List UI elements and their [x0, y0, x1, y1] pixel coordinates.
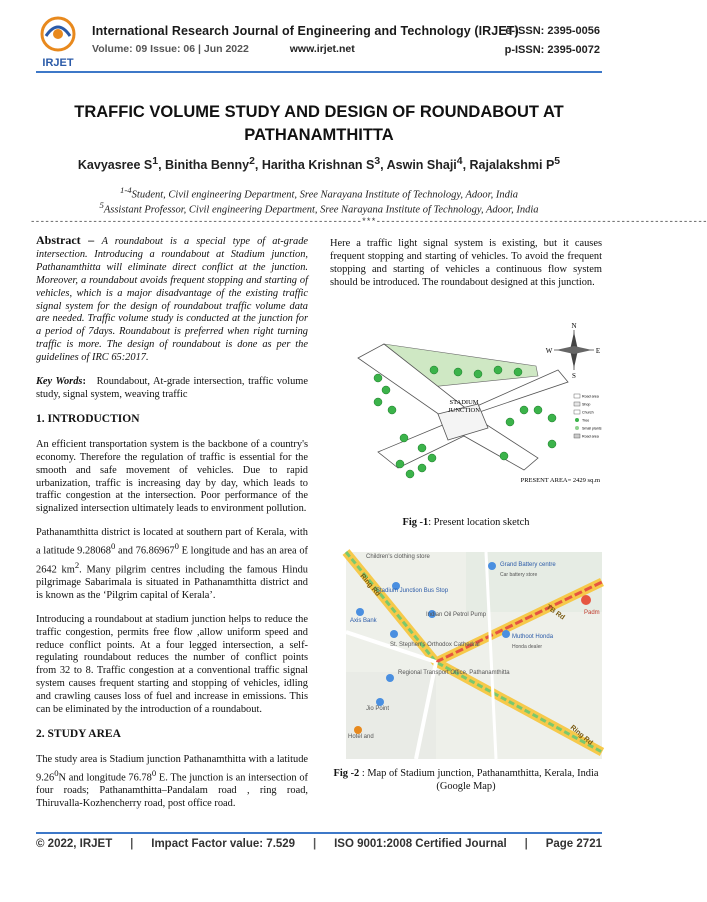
- volume-info: Volume: 09 Issue: 06 | Jun 2022: [92, 43, 249, 55]
- text-run: E. The junction is an intersection of four roads; Pathanamthitta–Pandalam road , ring road, Thiruvalla-Kozhencherry road, post office road.: [36, 772, 308, 810]
- text-run: . Many pilgrim centres including the famous Hindu pilgrimage Sabarimala is situated in Pathanamthitta district and is known as the ‘Pilgrim capital of Kerala’.: [36, 563, 308, 601]
- section-separator: ---------------------------------------------------------------------***---------------------------------------------------------------------: [30, 217, 707, 227]
- tree-icon: [400, 434, 408, 442]
- left-column: [36, 234, 308, 822]
- study-area-paragraph-1: [36, 754, 308, 811]
- legend-item: Small plants: [582, 426, 602, 431]
- caption-text: : Present location sketch: [428, 517, 530, 528]
- author-sup: 3: [374, 156, 381, 167]
- map-label: Padm: [584, 610, 600, 616]
- abstract-label: Abstract: [36, 233, 81, 247]
- road-label: Ring Rd: [358, 572, 382, 598]
- text-run: and 76.86967: [115, 545, 175, 557]
- section-heading-introduction: 1. INTRODUCTION: [36, 412, 140, 425]
- journal-website-link[interactable]: www.irjet.net: [289, 43, 355, 55]
- footer-iso: ISO 9001:2008 Certified Journal: [334, 838, 507, 850]
- text-run: Pathanamthitta district is located at southern part of Kerala, with a latitude 9.28068: [36, 527, 308, 557]
- map-label: Indian Oil Petrol Pump: [426, 612, 487, 618]
- author-sup: 2: [249, 156, 255, 167]
- road-label: Ring Rd: [568, 724, 594, 747]
- affiliation-sup: 1-4: [120, 185, 132, 195]
- legend-item: Church: [582, 410, 594, 415]
- logo-text: IRJET: [42, 57, 74, 69]
- map-pin-icon: [488, 562, 496, 570]
- compass-w: W: [545, 347, 553, 355]
- map-pin-icon: [376, 698, 384, 706]
- figure-1-caption: [330, 517, 602, 528]
- google-map-figure: [346, 552, 602, 759]
- text-run: N and longitude 76.78: [58, 772, 152, 784]
- map-label: Children's clothing store: [366, 554, 430, 560]
- abstract-dash: –: [80, 233, 102, 247]
- author-sup: 5: [554, 156, 561, 167]
- degree-sup: 0: [174, 541, 179, 552]
- affiliation-text: Assistant Professor, Civil engineering Department, Sree Narayana Institute of Technology, Adoor, India: [103, 204, 539, 216]
- section-heading-study-area: 2. STUDY AREA: [36, 727, 121, 740]
- tree-icon: [454, 368, 462, 376]
- tree-icon: [418, 444, 426, 452]
- keywords: Key Words: Roundabout, At-grade intersection, traffic volume study, signal system, weaving traffic: [36, 376, 308, 400]
- affiliation-professor: [36, 200, 602, 216]
- footer-separator: |: [312, 838, 317, 850]
- tree-icon: [396, 460, 404, 468]
- map-label: Stadium Junction Bus Stop: [376, 588, 449, 594]
- intro-paragraph-1: An efficient transportation system is the backbone of a country's economy. Therefore the regulation of traffic is essential for the smooth and safe movement of vehicles. Due to rapid urbanization, traffic is increasing day by day, which leads to traffic congestion at the intersection. Poor performance of the signalized intersection ultimately leads to environment pollution.: [36, 438, 308, 515]
- footer-impact-factor: Impact Factor value: 7.529: [151, 838, 296, 850]
- map-pin-icon: [354, 726, 362, 734]
- map-label: St. Stephen's Orthodox Cathedral: [390, 642, 480, 648]
- author-sup: 1: [152, 156, 159, 167]
- tree-icon: [474, 370, 482, 378]
- irjet-logo-icon: [36, 14, 80, 70]
- compass-icon: [546, 322, 600, 380]
- intro-paragraph-2: [36, 527, 308, 602]
- compass-n: N: [571, 322, 577, 330]
- text-run: The study area is Stadium junction Pathanamthitta with a latitude 9.26: [36, 753, 308, 784]
- caption-label: Fig -2: [333, 768, 360, 779]
- journal-meta: [92, 43, 365, 55]
- author-name: Aswin Shaji: [386, 158, 457, 173]
- keywords-label: Key Words: [36, 376, 83, 388]
- tree-icon: [520, 406, 528, 414]
- tree-icon: [548, 414, 556, 422]
- footer-copyright: © 2022, IRJET: [36, 838, 113, 850]
- map-label: Regional Transport Office, Pathanamthitta: [398, 670, 510, 676]
- author-name: Haritha Krishnan S: [261, 158, 375, 173]
- figure-2-caption: [330, 767, 602, 793]
- caption-label: Fig -1: [402, 517, 429, 528]
- compass-e: E: [595, 347, 601, 355]
- affiliation-sup: 5: [99, 200, 104, 210]
- footer-divider: [36, 832, 602, 834]
- map-label: Car battery store: [500, 572, 538, 578]
- tree-icon: [534, 406, 542, 414]
- tree-icon: [406, 470, 414, 478]
- author-name: Binitha Benny: [165, 158, 250, 173]
- caption-text: : Map of Stadium junction, Pathanamthitta, Kerala, India (Google Map): [359, 768, 599, 792]
- tree-icon: [418, 464, 426, 472]
- tree-icon: [374, 374, 382, 382]
- abstract-text: A roundabout is a special type of at-grade intersection. Introducing a roundabout at Stadium junction, Pathanamthitta will eliminate direct conflict at the junction. Moreover, a roundabout avoids frequent stopping and starting of vehicles, which is a major disadvantage of the existing traffic signal system for the design of roundabout traffic volume data are needed. Traffic volume study is conducted at the junction for a period of 7days. Roundabout is preferred when right turning traffic is more. The design of roundabout is done as per the guidelines of IRC 65:2017.: [36, 236, 309, 364]
- e-issn: e-ISSN: 2395-0056: [505, 25, 600, 37]
- degree-sup: 0: [54, 767, 59, 778]
- author-sup: 4: [456, 156, 463, 167]
- map-label: Honda dealer: [512, 644, 543, 650]
- header-divider: [36, 71, 602, 73]
- map-pin-icon: [356, 608, 364, 616]
- tree-icon: [388, 406, 396, 414]
- legend-item: Tree: [582, 418, 590, 423]
- present-area-label: PRESENT AREA= 2429 sq.m: [520, 477, 600, 484]
- junction-label-1: STADIUM: [449, 399, 479, 406]
- footer-separator: |: [524, 838, 528, 850]
- footer-page-number: Page 2721: [545, 838, 602, 850]
- degree-sup: 0: [151, 767, 157, 778]
- page-header: [0, 0, 638, 80]
- location-sketch-figure: [338, 318, 602, 508]
- paper-title: TRAFFIC VOLUME STUDY AND DESIGN OF ROUNDABOUT AT PATHANAMTHITTA: [74, 103, 564, 144]
- map-label: Jio Point: [366, 706, 390, 712]
- abstract: [36, 234, 308, 365]
- map-block: [346, 672, 436, 759]
- map-pin-icon: [581, 595, 591, 605]
- tree-icon: [514, 368, 522, 376]
- map-label: Grand Battery centre: [500, 562, 556, 568]
- road-label: TB Rd: [544, 603, 566, 622]
- journal-title: International Research Journal of Engineering and Technology (IRJET): [92, 24, 519, 38]
- map-label: Hotel and: [348, 734, 374, 740]
- legend-item: Shop: [582, 402, 591, 407]
- page-footer: [36, 838, 602, 850]
- text-run: E longitude and has an area of 2642 km: [36, 545, 308, 575]
- compass-s: S: [572, 372, 576, 380]
- p-issn: p-ISSN: 2395-0072: [504, 44, 600, 56]
- legend-item: Road area: [582, 434, 599, 439]
- tree-icon: [506, 418, 514, 426]
- tree-icon: [430, 366, 438, 374]
- map-label: Axis Bank: [350, 618, 377, 624]
- map-label: Muthoot Honda: [512, 634, 554, 640]
- figure-legend: [574, 394, 602, 439]
- area-sup: 2: [74, 559, 80, 570]
- tree-icon: [500, 452, 508, 460]
- footer-separator: |: [130, 838, 134, 850]
- tree-icon: [428, 454, 436, 462]
- tree-icon: [548, 440, 556, 448]
- right-column: [330, 238, 602, 301]
- study-area-paragraph-2: Here a traffic light signal system is existing, but it causes frequent stopping and starting of vehicles. To avoid the frequent stopping and starting of vehicles a continuous flow system should be introduced. The roundabout designed at this junction.: [330, 238, 602, 288]
- tree-icon: [494, 366, 502, 374]
- degree-sup: 0: [110, 541, 116, 552]
- affiliation-students: [36, 185, 602, 201]
- keywords-text: Roundabout, At-grade intersection, traffic volume study, signal system, weaving traffic: [36, 376, 308, 400]
- junction-label-2: JUNCTION: [448, 407, 480, 414]
- map-pin-icon: [386, 674, 394, 682]
- legend-item: Road area: [582, 394, 599, 399]
- author-name: Rajalakshmi P: [469, 158, 555, 173]
- author-list: Kavyasree $S^1$, Binitha Benny$^2$, Haritha Krishnan $S^3$, Aswin Shaji$^4$, Rajalakshmi $P^5$: [77, 156, 561, 173]
- author-name: Kavyasree S: [77, 158, 153, 173]
- map-pin-icon: [502, 630, 510, 638]
- affiliation-text: Student, Civil engineering Department, Sree Narayana Institute of Technology, Adoor, India: [131, 189, 518, 201]
- tree-icon: [382, 386, 390, 394]
- map-pin-icon: [390, 630, 398, 638]
- intro-paragraph-3: Introducing a roundabout at stadium junction helps to reduce the traffic congestion, permits free flow ,allow uniform speed and reduce conflict points. At a four legged intersection, a self-regulating roundabout reduces the number of conflict points from 32 to 8. Traffic congestion at a conventional traffic signal system causes frequent starting and stopping of vehicles, idling and crawling causes loss of fuel and increase in emissions. This can be eliminated by the introduction of a roundabout.: [36, 613, 308, 716]
- tree-icon: [374, 398, 382, 406]
